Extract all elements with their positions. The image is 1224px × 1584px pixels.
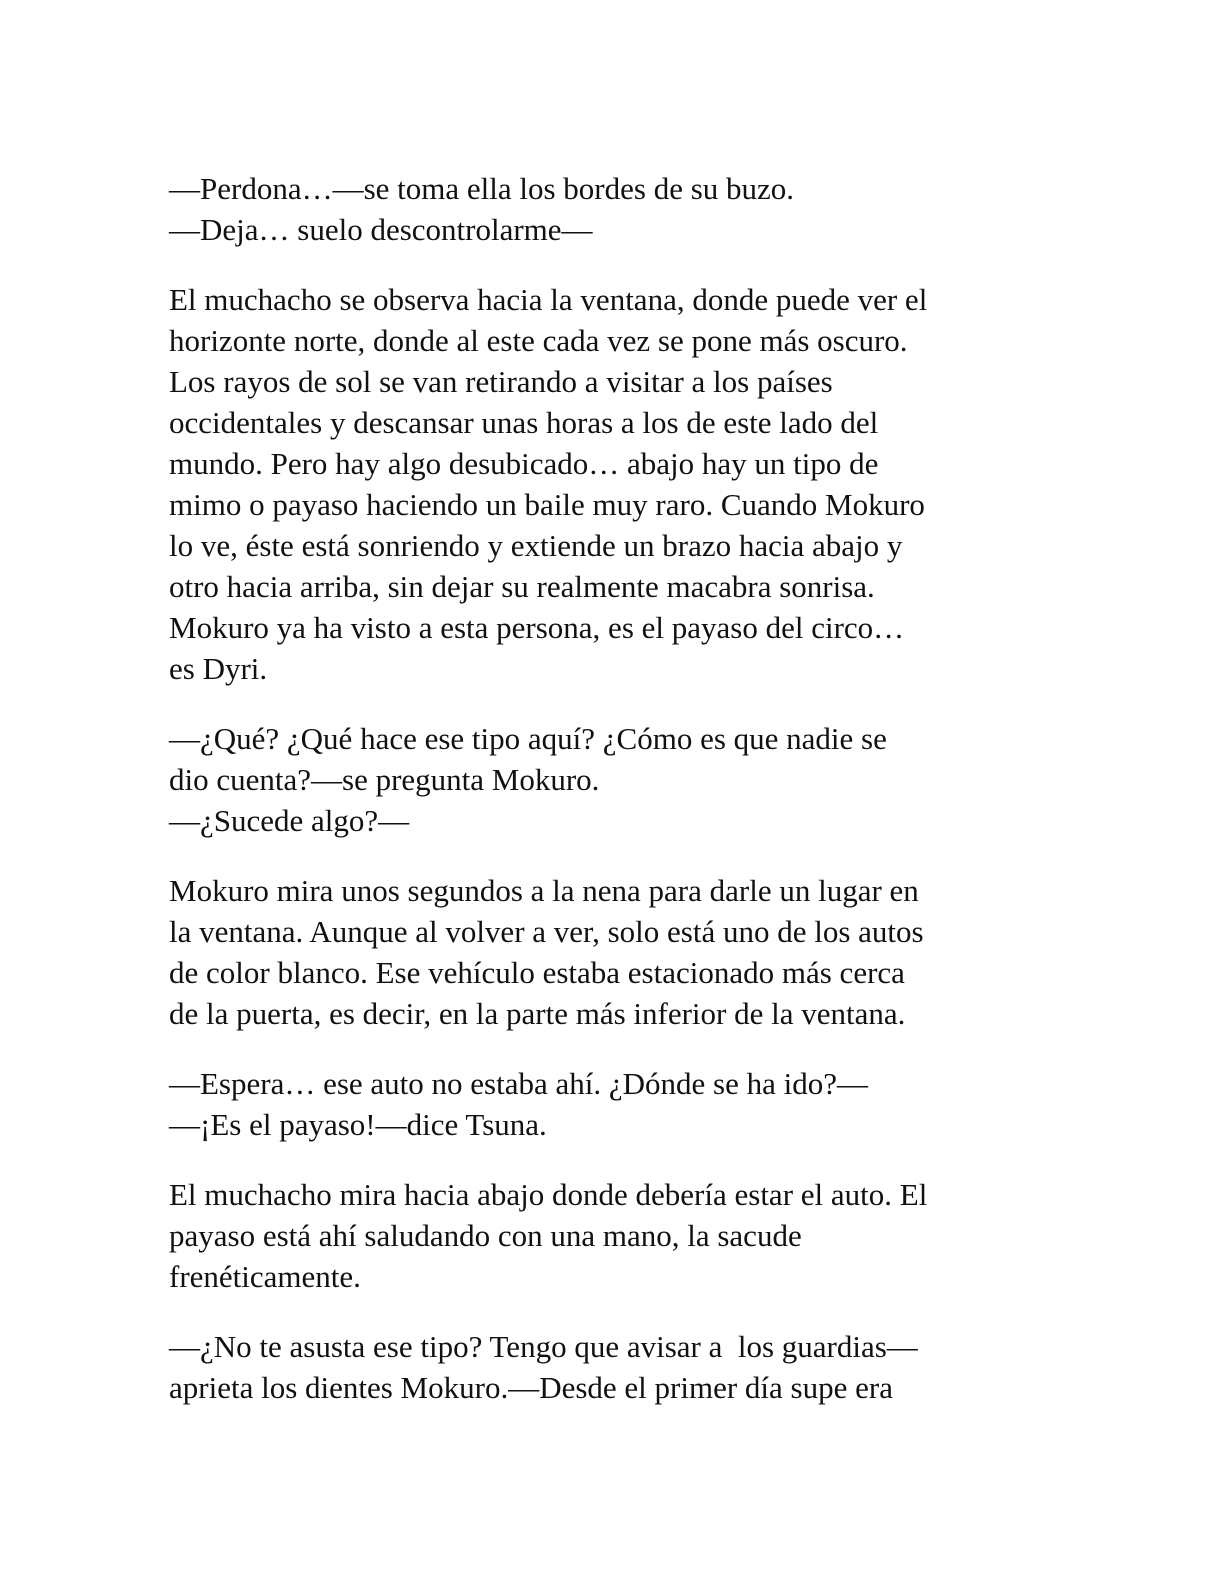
text-line: otro hacia arriba, sin dejar su realmente macabra sonrisa. (169, 569, 875, 604)
text-line: —¿Sucede algo?— (169, 803, 410, 838)
text-line: mundo. Pero hay algo desubicado… abajo hay un tipo de (169, 446, 879, 481)
text-line: lo ve, éste está sonriendo y extiende un brazo hacia abajo y (169, 528, 903, 563)
text-line: es Dyri. (169, 651, 268, 686)
document-page (169, 168, 1069, 1437)
text-line: occidentales y descansar unas horas a los de este lado del (169, 405, 879, 440)
dialogue-block (169, 168, 1069, 250)
dialogue-block (169, 718, 1069, 841)
text-line: mimo o payaso haciendo un baile muy raro. Cuando Mokuro (169, 487, 925, 522)
text-line: —Perdona…—se toma ella los bordes de su buzo. (169, 171, 795, 206)
text-line: —Espera… ese auto no estaba ahí. ¿Dónde se ha ido?— (169, 1066, 868, 1101)
paragraph-block (169, 279, 1069, 689)
paragraph-block (169, 1174, 1069, 1297)
text-line: aprieta los dientes Mokuro.—Desde el primer día supe era (169, 1370, 893, 1405)
text-line: El muchacho mira hacia abajo donde debería estar el auto. El (169, 1177, 928, 1212)
text-line: dio cuenta?—se pregunta Mokuro. (169, 762, 600, 797)
dialogue-block (169, 1063, 1069, 1145)
text-line: —¿No te asusta ese tipo? Tengo que avisar a los guardias— (169, 1329, 918, 1364)
text-line: de la puerta, es decir, en la parte más inferior de la ventana. (169, 996, 906, 1031)
text-line: Los rayos de sol se van retirando a visitar a los países (169, 364, 833, 399)
text-line: —¿Qué? ¿Qué hace ese tipo aquí? ¿Cómo es que nadie se (169, 721, 887, 756)
text-line: Mokuro ya ha visto a esta persona, es el payaso del circo… (169, 610, 905, 645)
text-line: horizonte norte, donde al este cada vez se pone más oscuro. (169, 323, 908, 358)
dialogue-block (169, 1326, 1069, 1408)
text-line: payaso está ahí saludando con una mano, la sacude (169, 1218, 802, 1253)
text-line: la ventana. Aunque al volver a ver, solo está uno de los autos (169, 914, 924, 949)
text-line: —Deja… suelo descontrolarme— (169, 212, 593, 247)
paragraph-block (169, 870, 1069, 1034)
text-line: Mokuro mira unos segundos a la nena para darle un lugar en (169, 873, 919, 908)
text-line: —¡Es el payaso!—dice Tsuna. (169, 1107, 547, 1142)
text-line: El muchacho se observa hacia la ventana, donde puede ver el (169, 282, 928, 317)
text-line: de color blanco. Ese vehículo estaba estacionado más cerca (169, 955, 905, 990)
text-line: frenéticamente. (169, 1259, 361, 1294)
